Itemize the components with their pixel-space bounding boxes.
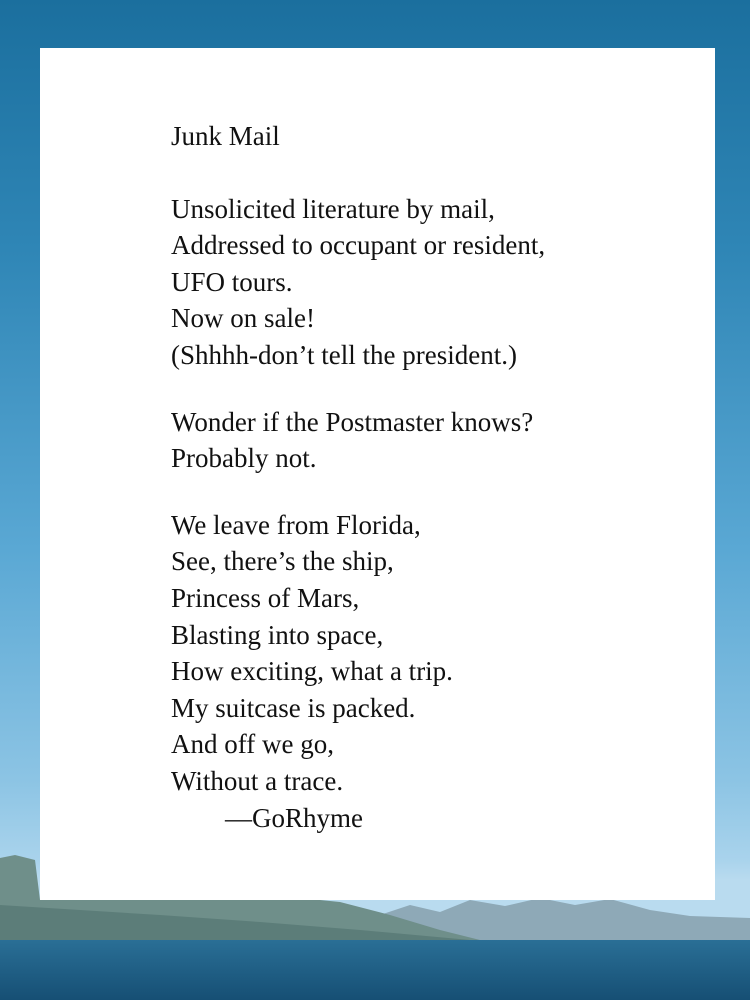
- poem-line: Probably not.: [171, 443, 317, 474]
- poem: [171, 118, 691, 836]
- poem-line: We leave from Florida,: [171, 509, 421, 540]
- sea: [0, 940, 750, 1000]
- stanza-2: [171, 404, 691, 477]
- stanza-1: [171, 191, 691, 374]
- poem-line: Wonder if the Postmaster knows?: [171, 406, 534, 437]
- poem-card: [40, 48, 715, 900]
- poem-line: UFO tours.: [171, 266, 293, 297]
- poem-line: How exciting, what a trip.: [171, 656, 453, 687]
- poem-line: (Shhhh-don’t tell the president.): [171, 339, 517, 370]
- poem-line: Princess of Mars,: [171, 582, 360, 613]
- poem-line: Addressed to occupant or resident,: [171, 230, 546, 261]
- poem-line: Without a trace.: [171, 765, 344, 796]
- poem-line: See, there’s the ship,: [171, 546, 394, 577]
- stanza-3: [171, 507, 691, 800]
- poem-author: —GoRhyme: [225, 802, 363, 833]
- poem-line: Blasting into space,: [171, 619, 384, 650]
- poem-line: Now on sale!: [171, 303, 315, 334]
- poem-line: Unsolicited literature by mail,: [171, 193, 495, 224]
- poem-line: My suitcase is packed.: [171, 692, 416, 723]
- poem-title: Junk Mail: [171, 121, 280, 151]
- poem-line: And off we go,: [171, 729, 334, 760]
